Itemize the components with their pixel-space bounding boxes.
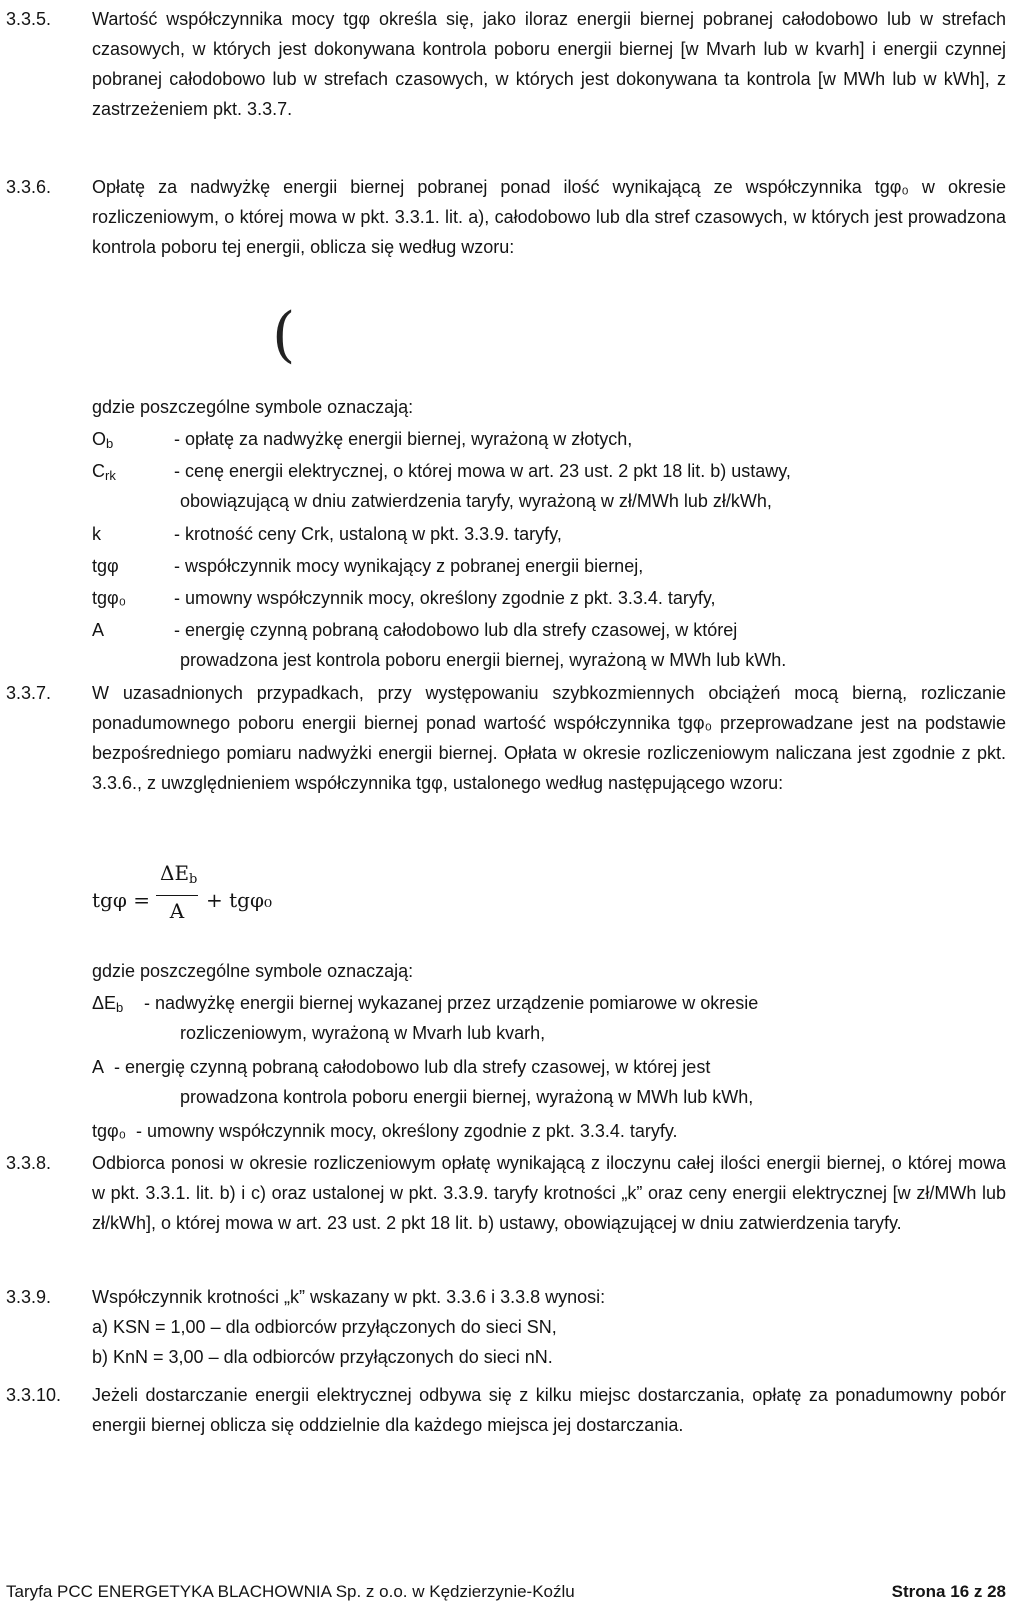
section-3-3-7: [6, 678, 1006, 798]
section-number: 3.3.9.: [6, 1287, 52, 1307]
formula-rhs: + tgφ₀: [206, 888, 272, 912]
section-number: 3.3.5.: [6, 9, 52, 29]
section-text: Jeżeli dostarczanie energii elektrycznej odbywa się z kilku miejsc dostarczania, opłatę za ponadumowny pobór energii biernej oblicza się oddzielnie dla każdego miejsca jej dostarczania.: [92, 1385, 1006, 1435]
legend-desc: - energię czynną pobraną całodobowo lub dla strefy czasowej, w której: [174, 620, 738, 640]
legend-desc: - umowny współczynnik mocy, określony zgodnie z pkt. 3.3.4. taryfy.: [136, 1121, 678, 1141]
legend-desc: - nadwyżkę energii biernej wykazanej przez urządzenie pomiarowe w okresie: [144, 993, 759, 1013]
fraction-numerator: $\Delta E_b$: [156, 858, 198, 896]
legend-desc-cont: prowadzona jest kontrola poboru energii biernej, wyrażoną w MWh lub kWh.: [180, 650, 787, 670]
section-text: Opłatę za nadwyżkę energii biernej pobranej ponad ilość wynikającą ze współczynnika tgφ₀ w okresie rozliczeniowym, o której mowa w pkt. 3.3.1. lit. a), całodobowo lub dla stref czasowych, w których jest prowadzona kontrola poboru tej energii, oblicza się według wzoru:: [92, 177, 1006, 257]
section-number: 3.3.7.: [6, 683, 52, 703]
legend-desc: - umowny współczynnik mocy, określony zgodnie z pkt. 3.3.4. taryfy,: [174, 588, 716, 608]
legend-desc-cont: obowiązującą w dniu zatwierdzenia taryfy, wyrażoną w zł/MWh lub zł/kWh,: [180, 491, 772, 511]
legend-desc: - współczynnik mocy wynikający z pobranej energii biernej,: [174, 556, 644, 576]
section-number: 3.3.8.: [6, 1153, 52, 1173]
legend-symbol: k: [92, 524, 101, 544]
legend-symbol: $C_{rk}$: [92, 461, 116, 483]
formula-fraction: [156, 858, 198, 926]
legend-symbol: tgφ: [92, 556, 119, 576]
legend-symbol: tgφ₀: [92, 1121, 127, 1141]
section-3-3-5: [6, 4, 1006, 124]
page-number: Strona 16 z 28: [891, 1582, 1006, 1601]
section-3-3-6: [6, 172, 1006, 262]
list-item: a) KSN = 1,00 – dla odbiorców przyłączonych do sieci SN,: [92, 1317, 557, 1337]
section-3-3-10: [6, 1380, 1006, 1440]
section-3-3-8: [6, 1148, 1006, 1238]
formula-bracket: (: [272, 300, 296, 370]
footer-title: Taryfa PCC ENERGETYKA BLACHOWNIA Sp. z o.o. w Kędzierzynie-Koźlu: [6, 1582, 575, 1601]
legend-desc: - cenę energii elektrycznej, o której mowa w art. 23 ust. 2 pkt 18 lit. b) ustawy,: [174, 461, 791, 481]
list-item: b) KnN = 3,00 – dla odbiorców przyłączonych do sieci nN.: [92, 1347, 553, 1367]
legend-intro: gdzie poszczególne symbole oznaczają:: [92, 397, 414, 417]
legend-desc: - opłatę za nadwyżkę energii biernej, wyrażoną w złotych,: [174, 429, 633, 449]
section-text: Współczynnik krotności „k” wskazany w pkt. 3.3.6 i 3.3.8 wynosi:: [92, 1287, 606, 1307]
legend-intro: gdzie poszczególne symbole oznaczają:: [92, 961, 414, 981]
section-number: 3.3.10.: [6, 1385, 62, 1405]
section-3-3-9: [6, 1282, 1006, 1372]
legend-symbol: $O_b$: [92, 429, 114, 451]
legend-desc-cont: rozliczeniowym, wyrażoną w Mvarh lub kvarh,: [180, 1023, 546, 1043]
legend-symbol: $\Delta E_b$: [92, 993, 124, 1015]
section-text: W uzasadnionych przypadkach, przy występowaniu szybkozmiennych obciążeń mocą bierną, rozliczanie ponadumownego poboru energii biernej ponad wartość współczynnika tgφ₀ przeprowadzane jest na podstawie bezpośredniego pomiaru nadwyżki energii biernej. Opłata w okresie rozliczeniowym naliczana jest zgodnie z pkt. 3.3.6., z uwzględnieniem współczynnika tgφ, ustalonego według następującego wzoru:: [92, 683, 1006, 793]
legend-desc: - energię czynną pobraną całodobowo lub dla strefy czasowej, w której jest: [114, 1057, 711, 1077]
legend-symbol: tgφ₀: [92, 588, 127, 608]
legend-symbol: A: [92, 620, 105, 640]
legend-desc: - krotność ceny Crk, ustaloną w pkt. 3.3.9. taryfy,: [174, 524, 562, 544]
section-number: 3.3.6.: [6, 177, 52, 197]
formula-lhs: tgφ =: [92, 888, 150, 912]
section-text: Odbiorca ponosi w okresie rozliczeniowym opłatę wynikającą z iloczynu całej ilości energii biernej, o której mowa w pkt. 3.3.1. lit. b) i c) oraz ustalonej w pkt. 3.3.9. taryfy krotności „k” oraz ceny energii elektrycznej [w zł/MWh lub zł/kWh], o której mowa w art. 23 ust. 2 pkt 18 lit. b) ustawy, obowiązującej w dniu zatwierdzenia taryfy.: [92, 1153, 1006, 1233]
legend-symbol: A: [92, 1057, 105, 1077]
section-text: Wartość współczynnika mocy tgφ określa się, jako iloraz energii biernej pobranej całodobowo lub w strefach czasowych, w których jest dokonywana kontrola poboru energii biernej [w Mvarh lub w kvarh] i energii czynnej pobranej całodobowo lub w strefach czasowych, w których jest dokonywana ta kontrola [w MWh lub w kWh], z zastrzeżeniem pkt. 3.3.7.: [92, 9, 1006, 119]
legend-desc-cont: prowadzona kontrola poboru energii biernej, wyrażoną w MWh lub kWh,: [180, 1087, 754, 1107]
fraction-denominator: A: [169, 899, 185, 923]
